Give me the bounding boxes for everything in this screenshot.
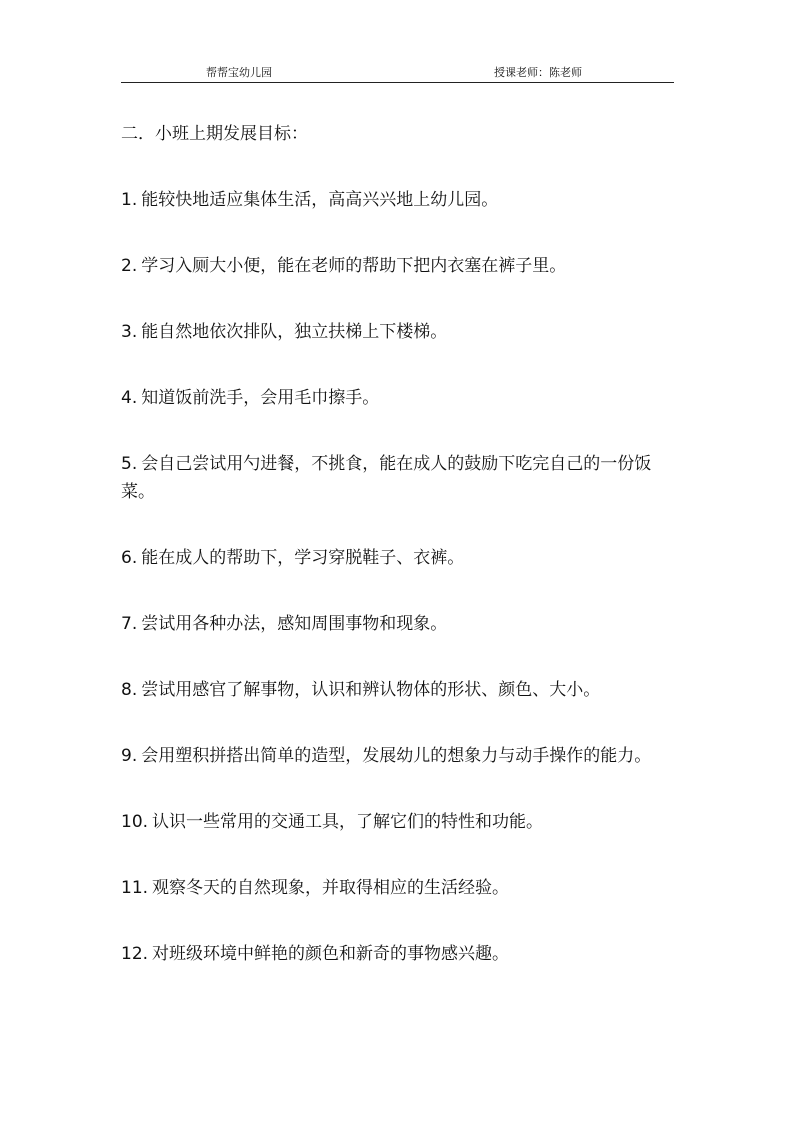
goal-text: 学习入厕大小便，能在老师的帮助下把内衣塞在裤子里。 (141, 256, 567, 276)
goal-item-10 (121, 808, 674, 836)
goal-number: 7. (121, 614, 138, 634)
goal-text: 尝试用感官了解事物，认识和辨认物体的形状、颜色、大小。 (141, 680, 601, 700)
goal-number: 8. (121, 680, 138, 700)
goal-item-5 (121, 450, 674, 506)
goal-item-7 (121, 610, 674, 638)
page-header (121, 60, 674, 83)
section-title: 二．小班上期发展目标： (121, 124, 308, 144)
goal-number: 10. (121, 812, 149, 832)
goal-text: 能在成人的帮助下，学习穿脱鞋子、衣裤。 (141, 548, 465, 568)
header-teacher: 授课老师：陈老师 (494, 66, 582, 79)
goal-item-2 (121, 252, 674, 280)
goal-number: 1. (121, 190, 138, 210)
goal-number: 9. (121, 746, 138, 766)
goal-item-11 (121, 874, 674, 902)
goal-text: 能较快地适应集体生活，高高兴兴地上幼儿园。 (141, 190, 499, 210)
goal-text: 知道饭前洗手，会用毛巾擦手。 (141, 388, 380, 408)
goal-text: 对班级环境中鲜艳的颜色和新奇的事物感兴趣。 (152, 944, 510, 964)
goal-number: 11. (121, 878, 149, 898)
goal-number: 12. (121, 944, 149, 964)
goal-item-8 (121, 676, 674, 704)
goal-text: 会自己尝试用勺进餐，不挑食，能在成人的鼓励下吃完自己的一份饭菜。 (121, 454, 652, 502)
goal-item-1 (121, 186, 674, 214)
goal-number: 2. (121, 256, 138, 276)
goal-item-6 (121, 544, 674, 572)
goal-text: 尝试用各种办法，感知周围事物和现象。 (141, 614, 448, 634)
goal-number: 3. (121, 322, 138, 342)
goal-text: 能自然地依次排队，独立扶梯上下楼梯。 (141, 322, 448, 342)
document-body (121, 120, 674, 968)
goal-number: 4. (121, 388, 138, 408)
goal-text: 观察冬天的自然现象，并取得相应的生活经验。 (152, 878, 510, 898)
header-school-name: 帮帮宝幼儿园 (206, 66, 272, 79)
goal-text: 认识一些常用的交通工具，了解它们的特性和功能。 (152, 812, 544, 832)
goal-number: 5. (121, 454, 138, 474)
goal-item-3 (121, 318, 674, 346)
goal-item-12 (121, 940, 674, 968)
goal-text: 会用塑积拼搭出简单的造型，发展幼儿的想象力与动手操作的能力。 (141, 746, 652, 766)
goal-number: 6. (121, 548, 138, 568)
goal-item-4 (121, 384, 674, 412)
goal-item-9 (121, 742, 674, 770)
goal-list (121, 186, 674, 968)
